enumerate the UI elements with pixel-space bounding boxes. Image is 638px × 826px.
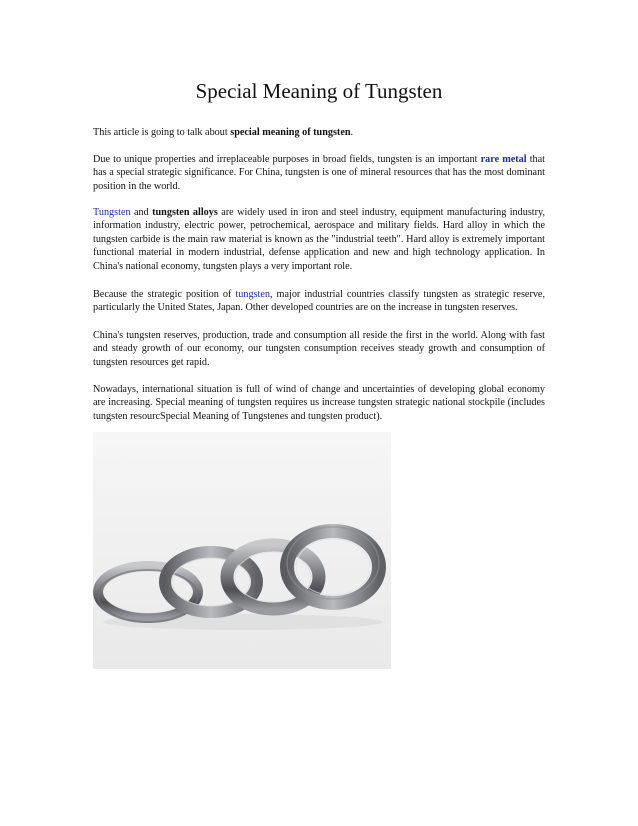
intro-period: .	[350, 127, 354, 138]
paragraph-text: that has a special strategic significance. For China, tungsten is one of mineral resources that has the most dominant position in the world.	[93, 154, 545, 192]
tungsten-link[interactable]: tungsten	[235, 289, 270, 300]
tungsten-link[interactable]: Tungsten	[93, 207, 131, 218]
intro-text: This article is going to talk about	[93, 127, 231, 138]
wire-coil-4	[287, 527, 379, 603]
intro-paragraph	[93, 126, 545, 139]
paragraph-properties	[93, 153, 545, 193]
rare-metal-link[interactable]: rare metal	[480, 154, 527, 165]
intro-bold-text: special meaning of tungsten	[230, 127, 351, 138]
paragraph-text: Because the strategic position of	[93, 289, 236, 300]
tungsten-wire-coils-photo	[93, 432, 391, 669]
wire-coils-illustration	[93, 432, 391, 669]
paragraph-text: Due to unique properties and irreplaceable purposes in broad fields, tungsten is an important	[93, 154, 481, 165]
paragraph-reserves: China's tungsten reserves, production, trade and consumption all reside the first in the world. Along with fast and steady growth of our economy, our tungsten consumption receives steady growth and consumption of tungsten resources get rapid.	[93, 330, 545, 368]
paragraph-text: , major industrial countries classify tungsten as strategic reserve, particularly the United States, Japan. Other developed countries are on the increase in tungsten reserves.	[93, 289, 545, 314]
paragraph-international: Nowadays, international situation is full of wind of change and uncertainties of developing global economy are increasing. Special meaning of tungsten requires us increase tungsten strategic national stockpile (includes tungsten resourcSpecial Meaning of Tungstenes and tungsten product).	[93, 384, 545, 422]
paragraph-strategic	[93, 288, 545, 315]
page-title: Special Meaning of Tungsten	[195, 79, 443, 103]
paragraph-text: are widely used in iron and steel industry, equipment manufacturing industry, information industry, electric power, petrochemical, aerospace and military fields. Hard alloy in which the tungsten carbide is the main raw material is known as the "industrial teeth". Hard alloy is extremely important functional material in modern industrial, defense application and new and high technology application. In China's national economy, tungsten plays a very important role.	[93, 207, 545, 272]
paragraph-text: and	[130, 207, 153, 218]
wire-coil-1	[98, 566, 198, 622]
paragraph-alloys	[93, 206, 545, 273]
tungsten-alloys-bold: tungsten alloys	[152, 207, 218, 218]
